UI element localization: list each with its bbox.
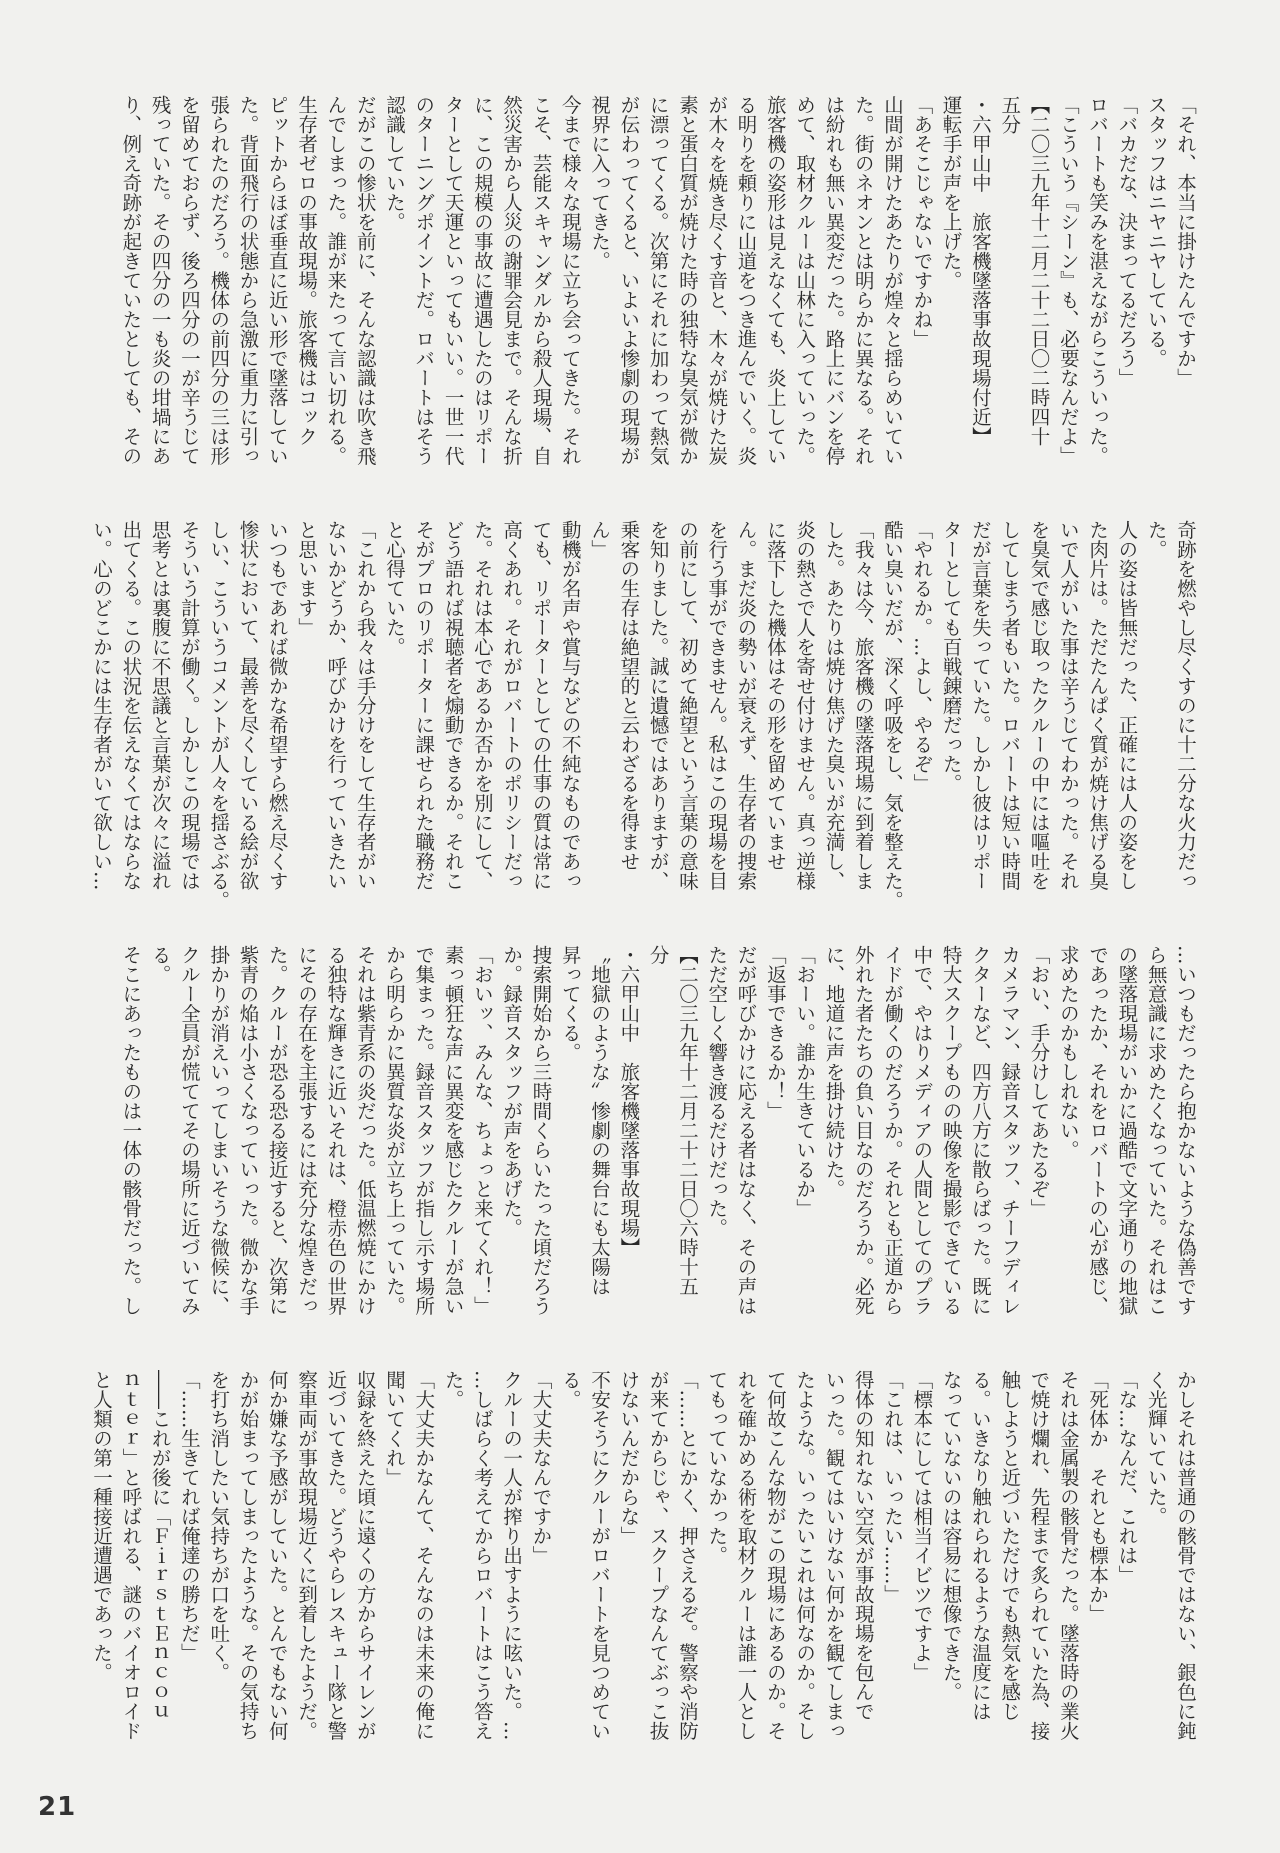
text-line: であったか、それをロバートの心が感じ、 [1086,945,1110,1316]
text-line: に漂ってくる。次第にそれに加わって熱気 [646,95,670,466]
text-line: れを確かめる術を取材クルーは誰一人とし [734,1370,758,1741]
text-line: が木々を焼き尽くす音と、木々が焼けた炭 [705,95,729,466]
text-line: いった。観てはいけない何かを観てしまっ [822,1370,846,1741]
text-line: イドが働くのだろうか。それとも正道から [881,945,905,1316]
text-line: 「これは、いったい……」 [881,1370,905,1604]
text-line: 張られたのだろう。機体の前四分の三は形 [207,95,231,466]
text-line: しい、こういうコメントが人々を揺さぶる。 [207,520,231,910]
text-line: ――これが後に「ＦｉｒｓｔＥｎｃｏｕ [148,1370,172,1721]
text-line: 触しようと近づいただけでも熱気を感じ [998,1370,1022,1721]
text-line: た。街のネオンとは明らかに異なる。それ [851,95,875,466]
text-line: 「おいッ、みんな、ちょっと来てくれ！」 [470,945,494,1316]
text-line: 収録を終えた頃に遠くの方からサイレンが [353,1370,377,1741]
text-line: クルーの一人が搾り出すように呟いた。… [500,1370,524,1741]
text-line: 「標本にしては相当イビツですよ」 [910,1370,934,1682]
text-line: ピットからほぼ垂直に近い形で墜落してい [265,95,289,466]
text-line: が来てからじゃ、スクープなんてぶっこ抜 [646,1370,670,1741]
text-line: る。いきなり触れられるような温度には [968,1370,992,1721]
text-line: ・六甲山中 旅客機墜落事故現場】 [617,945,641,1257]
text-line: した。あたりは焼け焦げた臭いが充満し、 [822,520,846,891]
text-line: る明りを頼りに山道をつき進んでいく。炎 [734,95,758,466]
text-line: 「……とにかく、押さえるぞ。警察や消防 [675,1370,699,1741]
text-line: に、地道に声を掛け続けた。 [822,945,846,1199]
text-line: た。背面飛行の状態から急激に重力に引っ [236,95,260,466]
text-tier-2 [87,520,1200,920]
text-line: 察車両が事故現場近くに到着したようだ。 [295,1370,319,1741]
text-line: そがプロのリポーターに課せられた職務だ [412,520,436,891]
text-line: に、この規模の事故に遭遇したのはリポー [470,95,494,466]
text-line: を知りました。誠に遺憾ではありますが、 [646,520,670,891]
text-line: のターニングポイントだ。ロバートはそう [412,95,436,466]
text-line: 出てくる。この状況を伝えなくてはならな [119,520,143,891]
text-line: 分 [646,945,670,965]
text-tier-4 [87,1370,1200,1770]
text-line: 「あそこじゃないですかね」 [910,95,934,349]
text-line: クルー全員が慌ててその場所に近づいてみ [177,945,201,1316]
text-line: スタッフはニヤニヤしている。 [1144,95,1168,368]
text-line: 聞いてくれ」 [382,1370,406,1487]
text-line: ただ空しく響き渡るだけだった。 [705,945,729,1238]
text-line: く光輝いていた。 [1144,1370,1168,1526]
text-line: してしまう者もいた。ロバートは短い時間 [998,520,1022,891]
text-line: そこにあったものは一体の骸骨だった。し [119,945,143,1316]
text-line: 認識していた。 [382,95,406,232]
text-line: 「大丈夫なんですか」 [529,1370,553,1565]
text-line: て何故こんな物がこの現場にあるのか。そ [763,1370,787,1741]
text-line: 「やれるか。…よし、やるぞ」 [910,520,934,793]
text-line: 求めたのかもしれない。 [1056,945,1080,1160]
text-line: た。それは本心であるか否かを別にして、 [470,520,494,891]
text-line: 掛かりが消えいってしまいそうな微候に、 [207,945,231,1316]
text-line: ・六甲山中 旅客機墜落事故現場付近】 [968,95,992,446]
text-line: か。録音スタッフが声をあげた。 [500,945,524,1238]
text-line: 惨状において、最善を尽くしている絵が欲 [236,520,260,891]
text-line: 「おーい。誰か生きているか」 [793,945,817,1218]
text-line: それは金属製の骸骨だった。墜落時の業火 [1056,1370,1080,1741]
text-line: り、例え奇跡が起きていたとしても、その [119,95,143,466]
text-line: どう語れば視聴者を煽動できるか。それこ [441,520,465,891]
text-line: 捜索開始から三時間くらいたった頃だろう [529,945,553,1316]
text-line: 炎の熱さで人を寄せ付けません。真っ逆様 [793,520,817,891]
text-line: 「これから我々は手分けをして生存者がい [353,520,377,891]
text-line: の墜落現場がいかに過酷で文字通りの地獄 [1115,945,1139,1316]
text-line: 素っ頓狂な声に異変を感じたクルーが急い [441,945,465,1316]
text-line: る。 [558,1370,582,1409]
text-line: 素と蛋白質が焼けた時の独特な臭気が微か [675,95,699,466]
text-line: 旅客機の姿形は見えなくても、炎上してい [763,95,787,466]
text-line: いつもであれば微かな希望すら燃え尽くす [265,520,289,891]
text-line: 不安そうにクルーがロバートを見つめてい [588,1370,612,1741]
text-line: 【二〇三九年十二月二十二日〇二時四十 [1027,95,1051,446]
text-line: から明らかに異質な炎が立ち上っていた。 [382,945,406,1316]
text-line: 昇ってくる。 [558,945,582,1062]
text-line: だが言葉を失っていた。しかし彼はリポー [968,520,992,891]
text-line: た。 [1144,520,1168,559]
text-line: たような。いったいこれは何なのか。そし [793,1370,817,1741]
text-line: かが始まってしまったような。その気持ち [236,1370,260,1741]
text-line: こそ、芸能スキャンダルから殺人現場、自 [529,95,553,466]
text-line: …いつもだったら抱かないような偽善です [1174,945,1197,1316]
text-line: 特大スクープものの映像を撮影できている [939,945,963,1316]
text-line: ｎｔｅｒ」と呼ばれる、謎のバイオロイド [119,1370,143,1741]
text-line: カメラマン、録音スタッフ、チーフディレ [998,945,1022,1316]
text-line: …しばらく考えてからロバートはこう答え [470,1370,494,1741]
text-line: 「おい、手分けしてあたるぞ」 [1027,945,1051,1218]
text-line: 「死体か それとも標本か」 [1086,1370,1110,1624]
text-tier-1 [116,95,1200,495]
text-line: 奇跡を燃やし尽くすのに十二分な火力だっ [1174,520,1197,891]
text-line: 今まで様々な現場に立ち会ってきた。それ [558,95,582,466]
text-line: 外れた者たちの負い目なのだろうか。必死 [851,945,875,1316]
text-line: いで人がいた事は辛うじてわかった。それ [1056,520,1080,891]
text-line: 近づいてきた。どうやらレスキュー隊と警 [324,1370,348,1741]
text-line: が伝わってくると、いよいよ惨劇の現場が [617,95,641,466]
text-line: ら無意識に求めたくなっていた。それはこ [1144,945,1168,1316]
text-line: 高くあれ。それがロバートのポリシーだっ [500,520,524,891]
text-line: い。心のどこかには生存者がいて欲しい… [90,520,114,891]
text-line: んでしまった。誰が来たって言い切れる。 [324,95,348,466]
text-line: と思います」 [295,520,319,637]
text-line: かしそれは普通の骸骨ではない、銀色に鈍 [1174,1370,1197,1741]
text-line: 人の姿は皆無だった、正確には人の姿をし [1115,520,1139,891]
text-line: 「な…なんだ、これは」 [1115,1370,1139,1585]
text-line: 残っていた。その四分の一も炎の坩堝にあ [148,95,172,466]
text-line: ターとして天運といってもいい。一世一代 [441,95,465,466]
text-line: 乗客の生存は絶望的と云わざるを得ませ [617,520,641,871]
text-line: で焼け爛れ、先程まで炙られていた為、接 [1027,1370,1051,1741]
text-line: にその存在を主張するには充分な煌きだっ [295,945,319,1316]
text-line: だがこの惨状を前に、そんな認識は吹き飛 [353,95,377,466]
text-line: てもっていなかった。 [705,1370,729,1565]
text-line: ん。まだ炎の勢いが衰えず、生存者の捜索 [734,520,758,891]
page-number: 21 [38,1792,77,1822]
text-line: る。 [148,945,172,984]
text-line: けないんだからな」 [617,1370,641,1546]
text-line: 〝地獄のような〟惨劇の舞台にも太陽は [588,945,612,1296]
text-line: 山間が開けたあたりが煌々と揺らめいてい [881,95,905,466]
text-line: 【二〇三九年十二月二十二日〇六時十五 [675,945,699,1296]
text-line: めて、取材クルーは山林に入っていった。 [793,95,817,466]
text-line: ん」 [588,520,612,559]
text-line: る独特な輝きに近いそれは、橙赤色の世界 [324,945,348,1316]
text-line: 「返事できるか！」 [763,945,787,1121]
text-line: と人類の第一種接近遭遇であった。 [90,1370,114,1682]
text-line: 「バカだな、決まってるだろう」 [1115,95,1139,388]
text-line: を臭気で感じ取ったクルーの中には嘔吐を [1027,520,1051,891]
text-line: 「……生きてれば俺達の勝ちだ」 [177,1370,201,1663]
text-line: 得体の知れない空気が事故現場を包んで [851,1370,875,1721]
text-line: ても、リポーターとしての仕事の質は常に [529,520,553,891]
text-line: 運転手が声を上げた。 [939,95,963,290]
text-line: 「大丈夫かなんて、そんなのは未来の俺に [412,1370,436,1741]
text-line: た。クルーが恐る恐る接近すると、次第に [265,945,289,1316]
text-line: クターなど、四方八方に散らばった。既に [968,945,992,1316]
text-line: そういう計算が働く。しかしこの現場では [177,520,201,891]
text-line: と心得ていた。 [382,520,406,657]
text-line: 何か嫌な予感がしていた。とんでもない何 [265,1370,289,1741]
text-line: で集まった。録音スタッフが指し示す場所 [412,945,436,1316]
text-line: 思考とは裏腹に不思議と言葉が次々に溢れ [148,520,172,891]
text-line: を留めておらず、後ろ四分の一が辛うじて [177,95,201,466]
text-line: に落下した機体はその形を留めていませ [763,520,787,871]
text-line: た肉片は。ただたんぱく質が焼け焦げる臭 [1086,520,1110,891]
text-line: 紫青の焔は小さくなっていった。微かな手 [236,945,260,1316]
text-line: は紛れも無い異変だった。路上にバンを停 [822,95,846,466]
text-line: なっていないのは容易に想像できた。 [939,1370,963,1702]
text-line: 視界に入ってきた。 [588,95,612,271]
text-tier-3 [116,945,1200,1345]
text-line: を行う事ができません。私はこの現場を目 [705,520,729,891]
text-line: ロバートも笑みを湛えながらこういった。 [1086,95,1110,466]
text-line: 生存者ゼロの事故現場。旅客機はコック [295,95,319,446]
text-line: の前にして、初めて絶望という言葉の意味 [675,520,699,891]
text-line: 「我々は今、旅客機の墜落現場に到着しま [851,520,875,891]
text-line: だが呼びかけに応える者はなく、その声は [734,945,758,1316]
text-line: 動機が名声や賞与などの不純なものであっ [558,520,582,891]
text-line: を打ち消したい気持ちが口を吐く。 [207,1370,231,1682]
text-line: 五分 [998,95,1022,134]
text-line: 中で、やはりメディアの人間としてのプラ [910,945,934,1316]
text-line: それは紫青系の炎だった。低温燃焼にかけ [353,945,377,1316]
text-line: 「こういう『シーン』も、必要なんだよ」 [1056,95,1080,466]
text-line: 然災害から人災の謝罪会見まで。そんな折 [500,95,524,466]
text-line: た。 [441,1370,465,1409]
text-line: 酷い臭いだが、深く呼吸をし、気を整えた。 [881,520,905,910]
text-line: ターとしても百戦錬磨だった。 [939,520,963,793]
text-line: ないかどうか、呼びかけを行っていきたい [324,520,348,891]
text-line: 「それ、本当に掛けたんですか」 [1174,95,1197,388]
